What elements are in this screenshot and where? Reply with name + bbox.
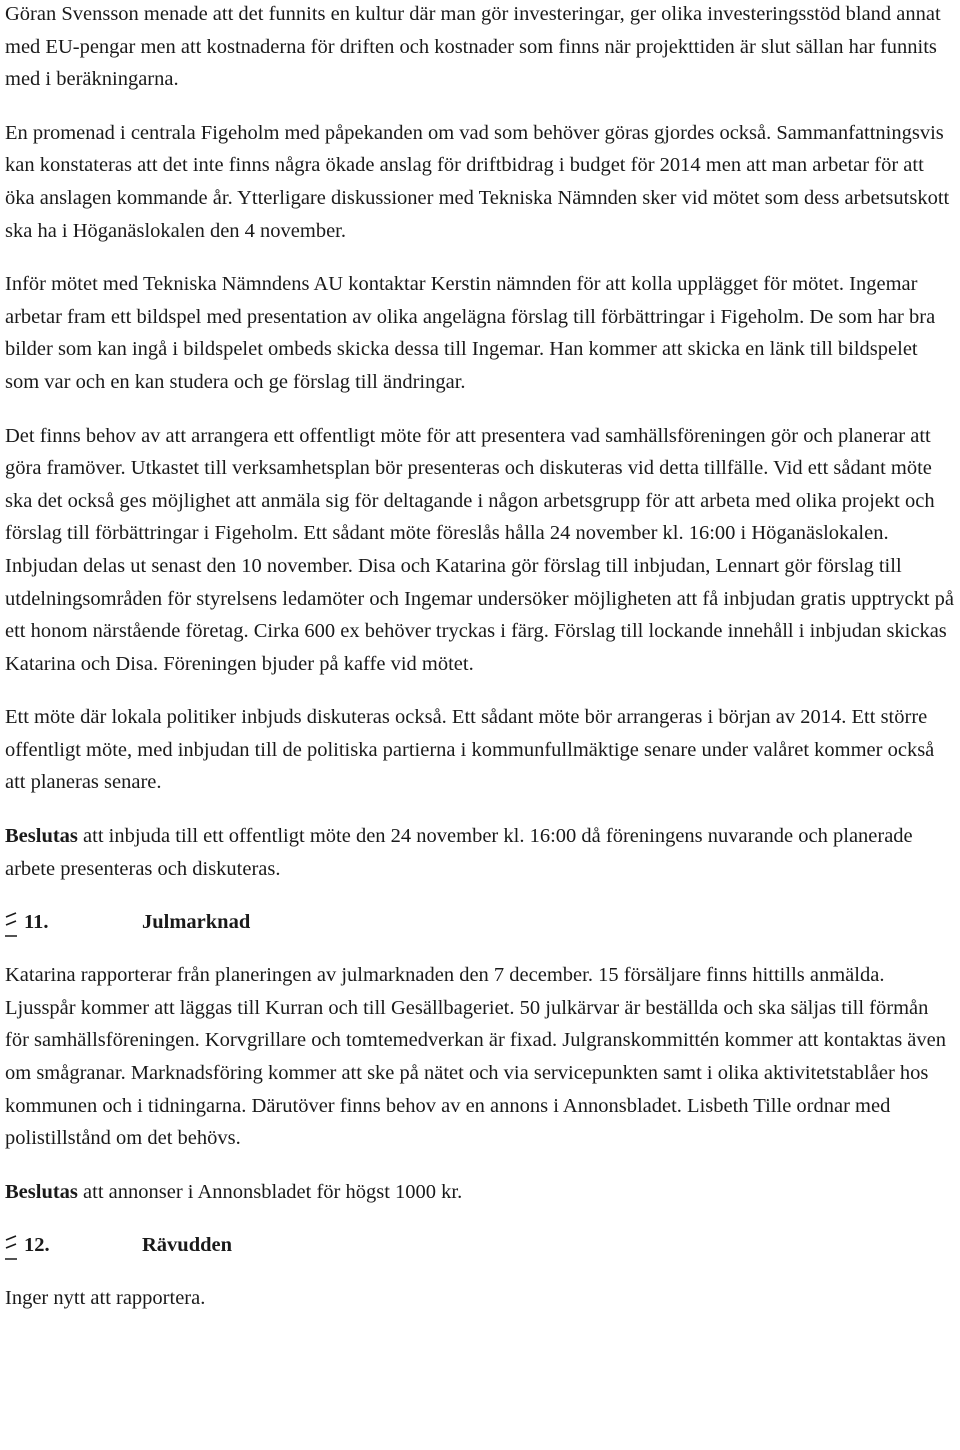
section-number: 11.: [24, 911, 49, 934]
paragraph-politicians: Ett möte där lokala politiker inbjuds diskuteras också. Ett sådant möte bör arrangeras i början av 2014. Ett större offentligt möte, med inbjudan till de politiska partierna i kommunfullmäktige senare under valåret kommer också att planeras senare.: [5, 706, 935, 794]
paragraph-investments: Göran Svensson menade att det funnits en kultur där man gör investeringar, ger olika investeringsstöd bland annat med EU-pengar men att kostnaderna för driften och kostnader som finns när projekttiden är slut sällan har funnits med i beräkningarna.: [5, 3, 941, 91]
section-heading-julmarknad: [5, 906, 955, 938]
decision-label: Beslutas: [5, 1180, 78, 1203]
section-title: Julmarknad: [142, 911, 251, 934]
decision-text: att annonser i Annonsbladet för högst 1000 kr.: [77, 1180, 463, 1203]
paragraph-julmarknad: Katarina rapporterar från planeringen av julmarknaden den 7 december. 15 försäljare finns hittills anmälda. Ljusspår kommer att läggas till Kurran och till Gesällbageriet. 50 julkärvar är beställda och ska säljas till förmån för samhällsföreningen. Korvgrillare och tomtemedverkan är fixad. Julgranskommittén kommer att kontaktas även om smågranar. Marknadsföring kommer att ske på nätet och via servicepunkten samt i olika aktivitetstablåer hos kommunen och i tidningarna. Därutöver finns behov av en annons i Annonsbladet. Lisbeth Tille ordnar med polistillstånd om det behövs.: [5, 964, 947, 1150]
paragraph-decision-meeting: [5, 820, 955, 885]
decision-label: Beslutas: [5, 825, 78, 848]
paragraph-meeting-prep: Inför mötet med Tekniska Nämndens AU kontaktar Kerstin nämnden för att kolla upplägget för mötet. Ingemar arbetar fram ett bildspel med presentation av olika angelägna förslag till förbättringar i Figeholm. De som har bra bilder som kan ingå i bildspelet ombeds skicka dessa till Ingemar. Han kommer att skicka en länk till bildspelet som var och en kan studera och ge förslag till ändringar.: [5, 273, 936, 393]
paragraph-public-meeting: Det finns behov av att arrangera ett offentligt möte för att presentera vad samhällsföreningen gör och planerar att göra framöver. Utkastet till verksamhetsplan bör presenteras och diskuteras vid detta tillfälle. Vid ett sådant möte ska det också ges möjlighet att anmäla sig för deltagande i någon arbetsgrupp för att arbeta med olika projekt och förslag till förbättringar i Figeholm. Ett sådant möte föreslås hålla 24 november kl. 16:00 i Höganäslokalen. Inbjudan delas ut senast den 10 november. Disa och Katarina gör förslag till inbjudan, Lennart gör förslag till utdelningsområden för styrelsens ledamöter och Ingemar undersöker möjligheten att få inbjudan gratis upptryckt på ett honom närstående företag. Cirka 600 ex behöver tryckas i färg. Förslag till lockande innehåll i inbjudan skickas Katarina och Disa. Föreningen bjuder på kaffe vid mötet.: [5, 424, 954, 675]
section-heading-ravudden: [5, 1229, 955, 1261]
revision-mark-icon: [4, 911, 18, 937]
paragraph-decision-ad: [5, 1176, 955, 1209]
section-title: Rävudden: [142, 1234, 233, 1257]
decision-text: att inbjuda till ett offentligt möte den 24 november kl. 16:00 då föreningens nuvarande och planerade arbete presenteras och diskuteras.: [5, 825, 913, 880]
paragraph-ravudden: Inger nytt att rapportera.: [5, 1287, 206, 1310]
revision-mark-icon: [4, 1234, 18, 1260]
document-page: [5, 0, 955, 1315]
section-number: 12.: [24, 1234, 50, 1257]
paragraph-walk: En promenad i centrala Figeholm med påpekanden om vad som behöver göras gjordes också. Sammanfattningsvis kan konstateras att det inte finns några ökade anslag för driftbidrag i budget för 2014 men att man arbetar för att öka anslagen kommande år. Ytterligare diskussioner med Tekniska Nämnden sker vid mötet som dess arbetsutskott ska ha i Höganäslokalen den 4 november.: [5, 121, 950, 242]
